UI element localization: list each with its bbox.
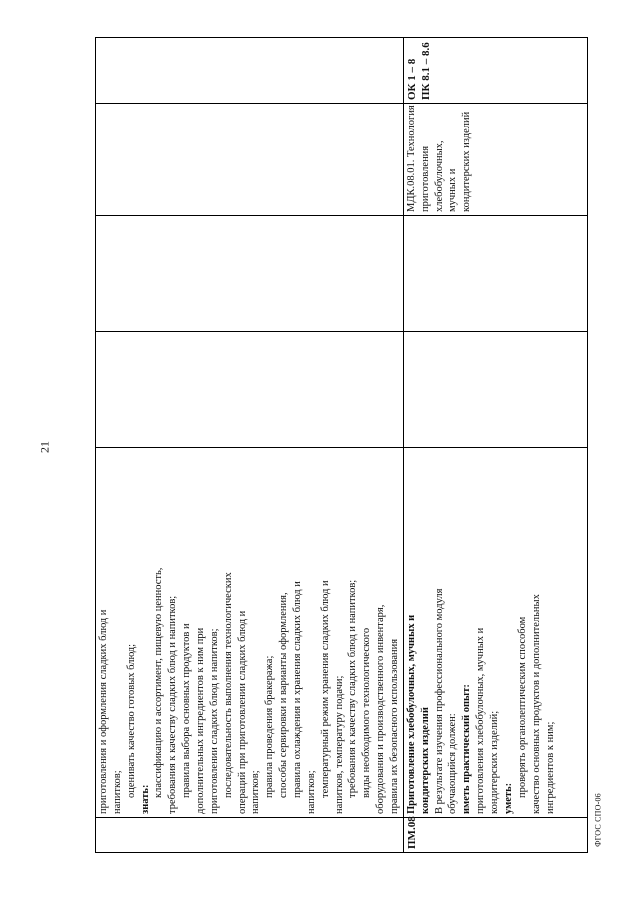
- text-line: иметь практический опыт:: [461, 684, 473, 814]
- text-line: кондитерских изделий: [419, 707, 431, 814]
- text-line: оценивать качество готовых блюд;: [125, 643, 137, 798]
- table-row-continuation: [96, 38, 404, 853]
- text-line: ингредиентов к ним;: [544, 721, 556, 814]
- competency-line: ОК 1 – 8: [405, 58, 418, 100]
- mdk-line: мучных и: [447, 168, 459, 212]
- mdk-line: хлебобулочных,: [433, 140, 445, 212]
- text-line: напитков;: [250, 770, 262, 814]
- code-cell-empty: [96, 818, 404, 853]
- module-code: ПМ.08: [403, 818, 587, 853]
- text-line: требования к качеству сладких блюд и напитков;: [167, 595, 179, 814]
- text-line: последовательность выполнения технологических: [222, 572, 234, 798]
- page-number: 21: [37, 441, 52, 453]
- hours-cell-pm08: [403, 332, 587, 448]
- text-line: приготовления хлебобулочных, мучных и: [475, 627, 487, 814]
- curriculum-table-wrapper: [95, 38, 579, 853]
- text-line: оборудования и производственного инвентаря,: [375, 604, 387, 814]
- text-line: приготовлении сладких блюд и напитков;: [208, 628, 220, 814]
- mdk-line: приготовления: [419, 145, 431, 212]
- competency-cell-empty: [96, 38, 404, 104]
- hours-cell-empty: [96, 332, 404, 448]
- text-line: качество основных продуктов и дополнительных: [530, 594, 542, 814]
- text-line: классификацию и ассортимент, пищевую ценность,: [153, 567, 165, 798]
- text-line: напитков;: [305, 770, 317, 814]
- text-line: виды необходимого технологического: [361, 627, 373, 798]
- table-row-pm08: [403, 38, 587, 853]
- competency-line: ПК 8.1 – 8.6: [420, 42, 433, 100]
- footer-code: ФГОС СПО-06: [593, 793, 603, 847]
- mdk-cell-empty: [96, 104, 404, 216]
- pm08-description: [405, 451, 557, 814]
- text-line: Приготовление хлебобулочных, мучных и: [405, 614, 417, 814]
- text-line: проверять органолептическим способом: [516, 616, 528, 798]
- text-line: обучающийся должен:: [447, 713, 459, 814]
- text-line: способы сервировки и варианты оформления,: [278, 592, 290, 798]
- text-line: дополнительных ингредиентов к ним при: [195, 627, 207, 814]
- text-line: правила выбора основных продуктов и: [181, 623, 193, 798]
- text-line: уметь:: [502, 782, 514, 814]
- text-line: напитков, температуру подачи;: [333, 675, 345, 814]
- text-line: напитков;: [111, 770, 123, 814]
- mdk-line: кондитерских изделий: [461, 111, 473, 212]
- curriculum-table: [95, 37, 588, 853]
- text-line: правила проведения бракеража;: [264, 655, 276, 798]
- text-line: правила их безопасного использования: [389, 638, 401, 814]
- text-line: знать:: [139, 784, 151, 814]
- text-line: приготовления и оформления сладких блюд и: [98, 609, 109, 814]
- mdk-cell-pm08: [403, 104, 587, 216]
- text-line: правила охлаждения и хранения сладких блюд и: [292, 581, 304, 798]
- text-line: операций при приготовлении сладких блюд и: [236, 610, 248, 814]
- hours-cell-empty-2: [96, 216, 404, 332]
- competency-codes: [405, 41, 434, 100]
- text-line: кондитерских изделий;: [489, 710, 501, 814]
- text-line: В результате изучения профессионального модуля: [433, 588, 445, 814]
- mdk-line: МДК.08.01. Технология: [405, 105, 417, 212]
- content-cell-continuation: [96, 448, 404, 818]
- text-line: требования к качеству сладких блюд и напитков;: [347, 579, 359, 798]
- mdk-title: [405, 107, 474, 212]
- competency-cell-pm08: [403, 38, 587, 104]
- hours-cell-pm08-2: [403, 216, 587, 332]
- continuation-text: [97, 451, 402, 814]
- text-line: температурный режим хранения сладких блюд и: [319, 580, 331, 798]
- content-cell-pm08: [403, 448, 587, 818]
